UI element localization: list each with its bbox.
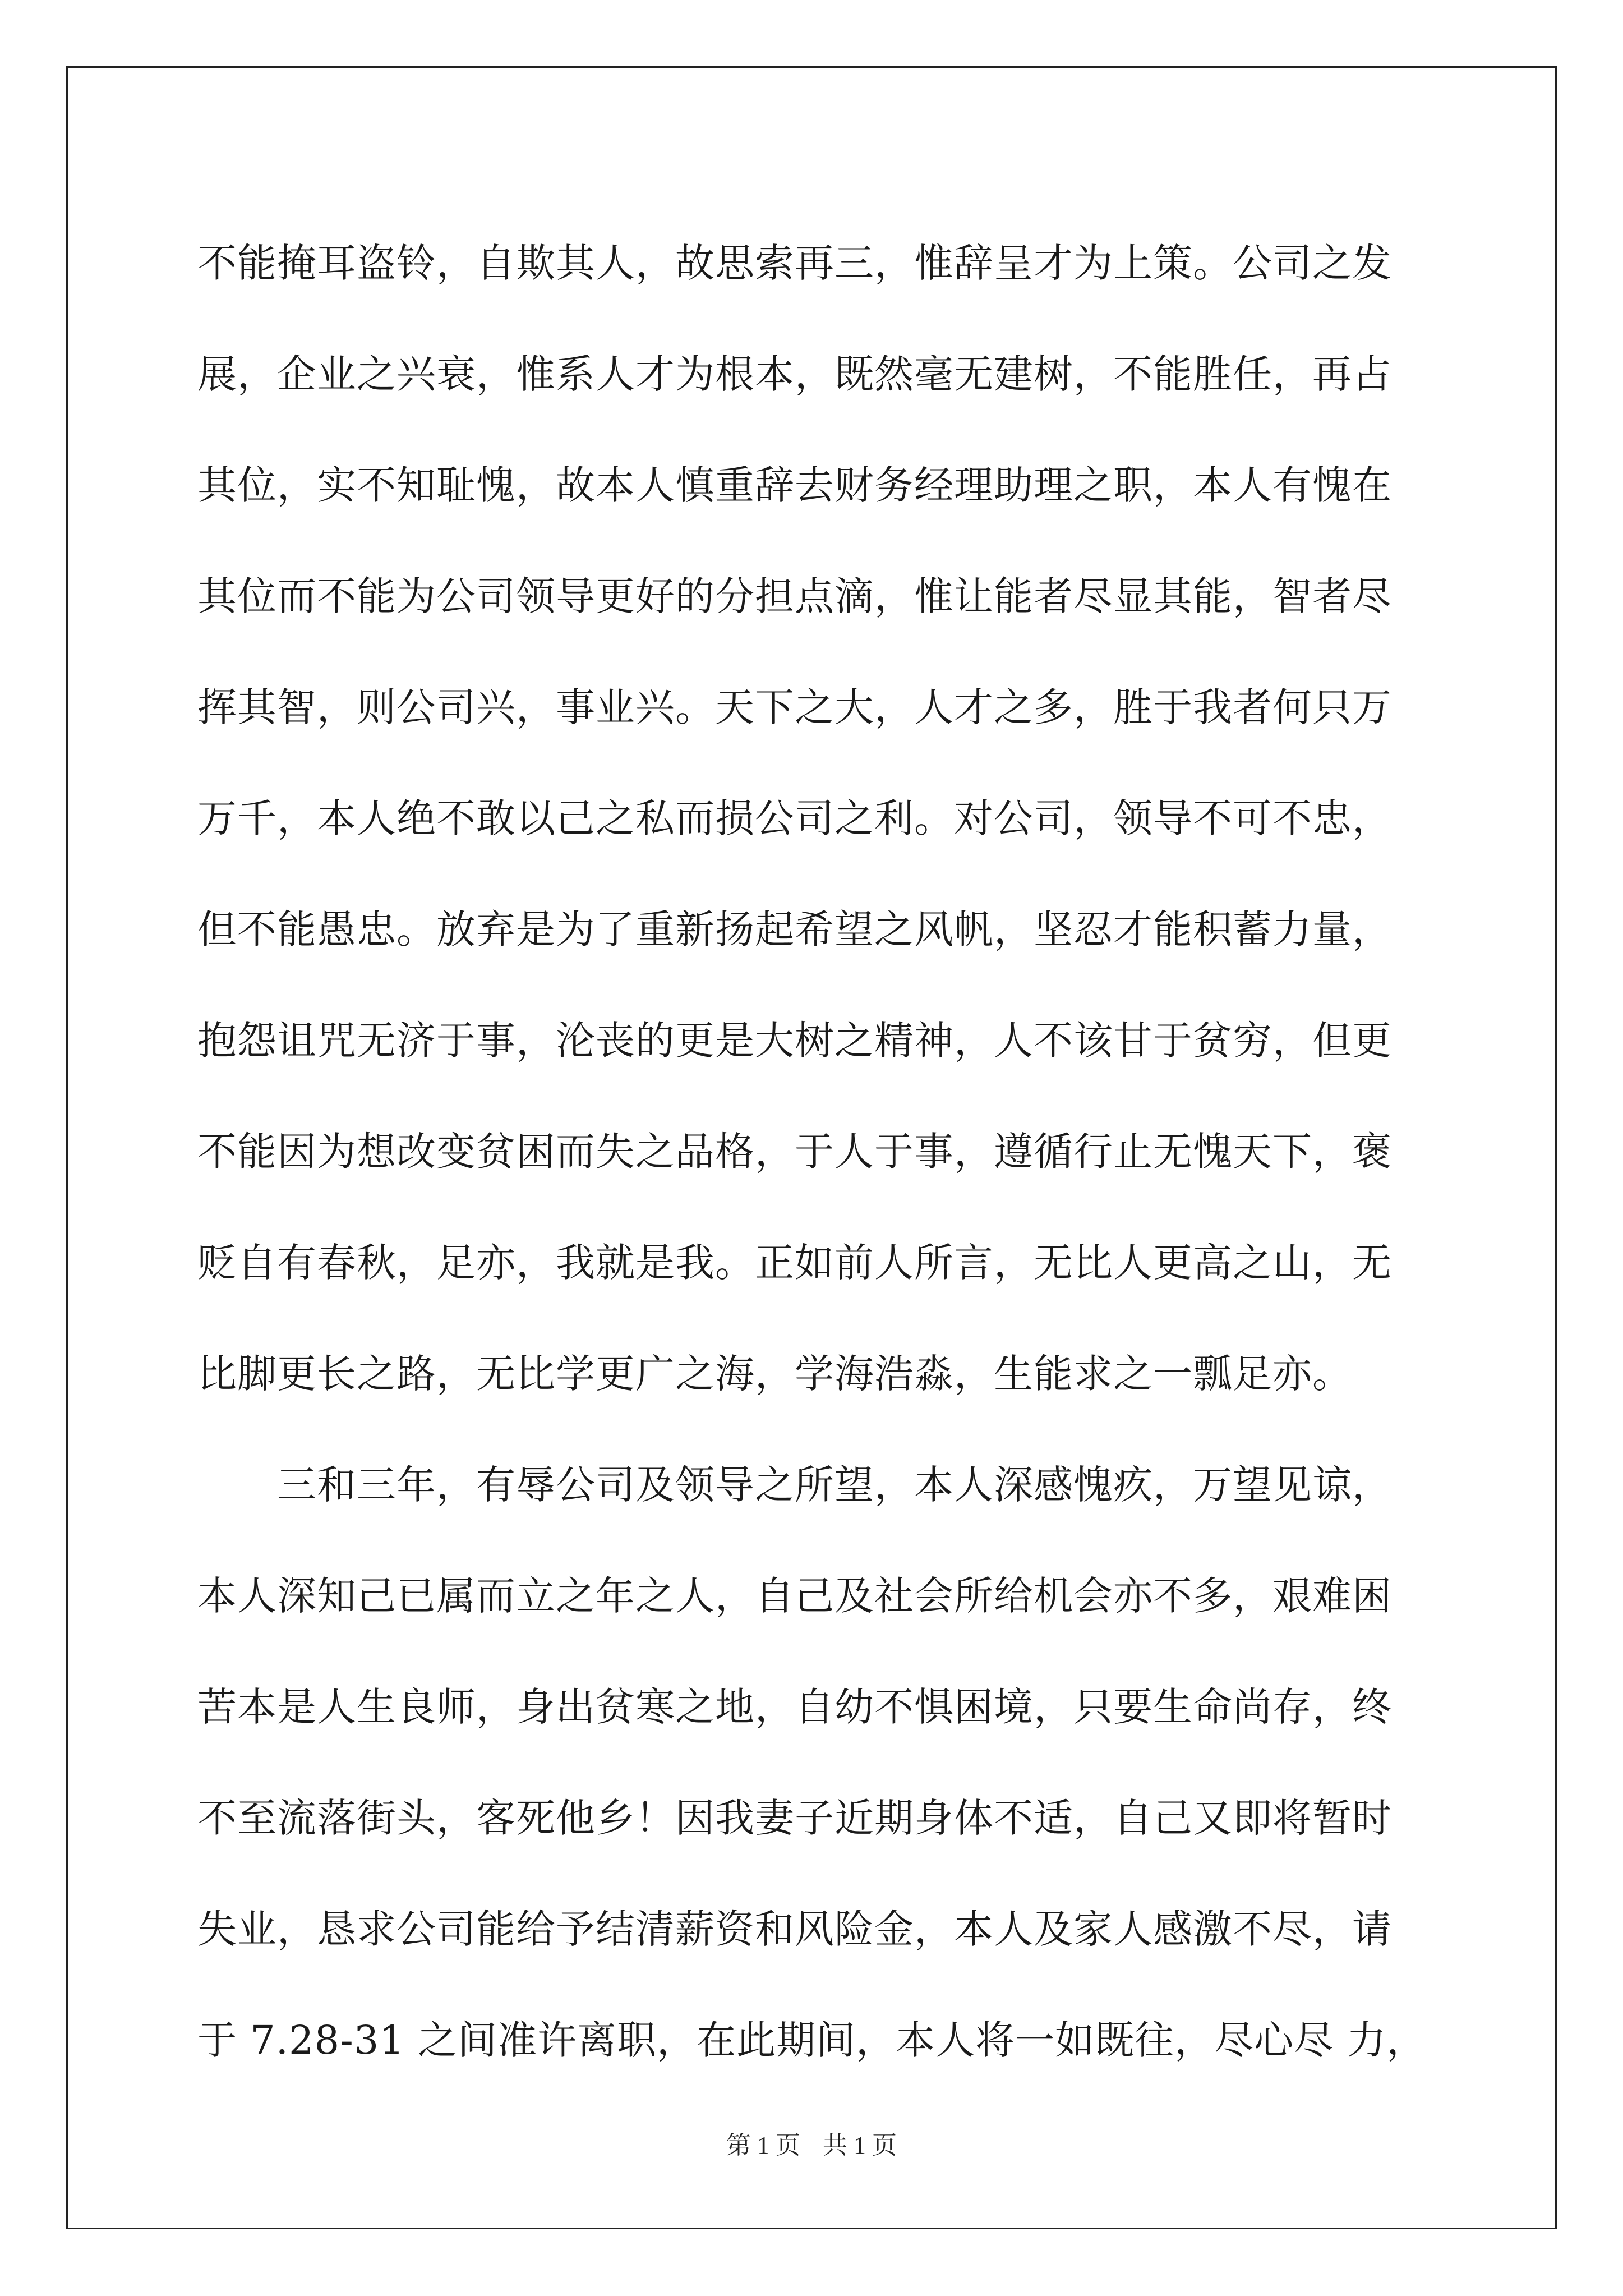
text-line-9: 不能因为想改变贫困而失之品格，于人于事，遵循行止无愧天下，褒 <box>197 1129 1392 1175</box>
text-line-16: 失业，恳求公司能给予结清薪资和风险金，本人及家人感激不尽，请 <box>197 1906 1392 1952</box>
text-line-2: 展，企业之兴衰，惟系人才为根本，既然毫无建树，不能胜任，再占 <box>197 351 1392 397</box>
page-footer <box>0 2129 1623 2162</box>
text-line-11: 比脚更长之路，无比学更广之海，学海浩淼，生能求之一瓢足亦。 <box>197 1351 1352 1397</box>
text-line-17: 于 7.28-31 之间准许离职，在此期间，本人将一如既往，尽心尽 力， <box>197 2017 1427 2063</box>
text-line-4: 其位而不能为公司领导更好的分担点滴，惟让能者尽显其能，智者尽 <box>197 573 1392 619</box>
text-line-6: 万千，本人绝不敢以己之私而损公司之利。对公司，领导不可不忠， <box>197 795 1392 841</box>
text-line-10: 贬自有春秋，足亦，我就是我。正如前人所言，无比人更高之山，无 <box>197 1240 1392 1286</box>
text-line-13: 本人深知己已属而立之年之人，自己及社会所给机会亦不多，艰难困 <box>197 1573 1392 1619</box>
text-line-1: 不能掩耳盗铃，自欺其人，故思索再三，惟辞呈才为上策。公司之发 <box>197 240 1392 286</box>
document-body <box>197 208 1426 2096</box>
text-line-15: 不至流落街头，客死他乡！因我妻子近期身体不适，自己又即将暂时 <box>197 1795 1392 1841</box>
text-line-14: 苦本是人生良师，身出贫寒之地，自幼不惧困境，只要生命尚存，终 <box>197 1684 1392 1730</box>
text-line-12: 三和三年，有辱公司及领导之所望，本人深感愧疚，万望见谅， <box>197 1462 1392 1508</box>
text-line-7: 但不能愚忠。放弃是为了重新扬起希望之风帆，坚忍才能积蓄力量， <box>197 907 1392 953</box>
text-line-5: 挥其智，则公司兴，事业兴。天下之大，人才之多，胜于我者何只万 <box>197 684 1392 730</box>
page-number: 第 1 页 <box>726 2132 800 2159</box>
page-total: 共 1 页 <box>823 2132 897 2159</box>
text-line-8: 抱怨诅咒无济于事，沦丧的更是大树之精神，人不该甘于贫穷，但更 <box>197 1018 1392 1064</box>
text-line-3: 其位，实不知耻愧，故本人慎重辞去财务经理助理之职，本人有愧在 <box>197 462 1392 508</box>
